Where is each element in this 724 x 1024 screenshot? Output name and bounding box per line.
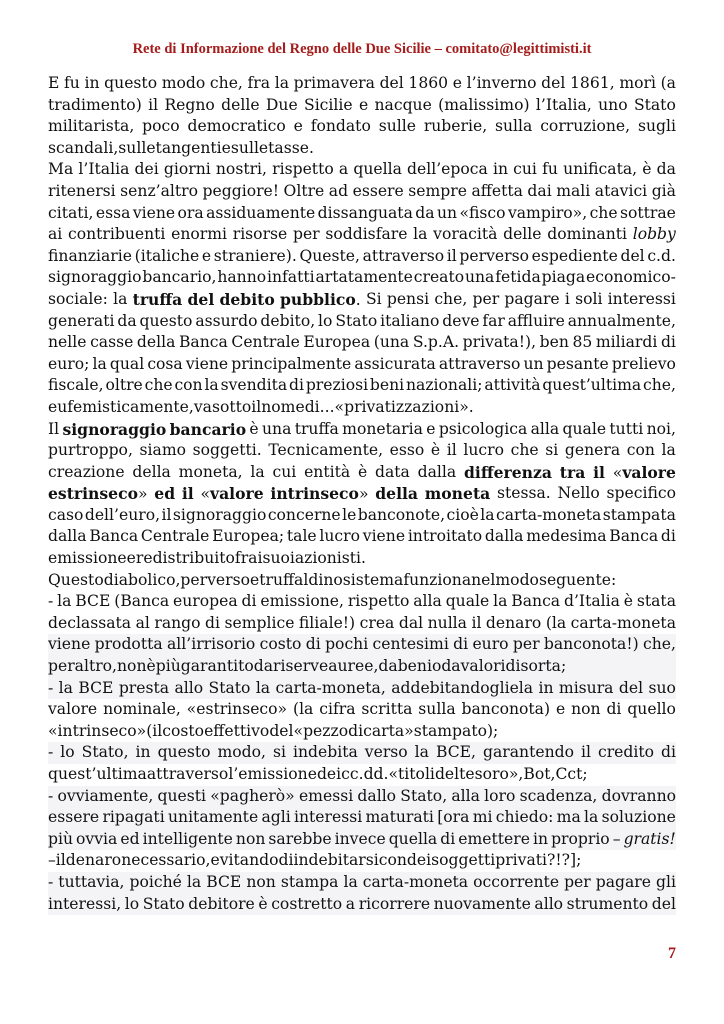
text-line: più ovvia ed intelligente non sarebbe invece quella di emettere in proprio – gratis! <box>48 829 676 851</box>
text-line: declassata al rango di semplice filiale!) crea dal nulla il denaro (la carta-moneta <box>48 613 676 632</box>
text-line: creazione della moneta, la cui entità è data dalla differenza tra il «valore <box>48 462 676 482</box>
text-line: fiscale, oltre che con la svendita di preziosi beni nazionali; attività quest’ultima che, <box>48 376 676 395</box>
text-line: ai contribuenti enormi risorse per soddisfare la voracità delle dominanti lobby <box>48 225 676 244</box>
text-line: Ma l’Italia dei giorni nostri, rispetto a quella dell’epoca in cui fu unificata, è da <box>48 160 676 179</box>
text-line: Questo diabolico, perverso e truffaldino sistema funziona nel modo seguente: <box>48 570 617 589</box>
text-line: finanziarie (italiche e straniere). Queste, attraverso il perverso espediente del c.d. <box>48 246 676 265</box>
text-line: essere ripagati unitamente agli interessi maturati [ora mi chiedo: ma la soluzione <box>48 807 676 829</box>
document-body <box>48 73 676 915</box>
text-line: militarista, poco democratico e fondato sulle ruberie, sulla corruzione, sugli <box>48 117 676 136</box>
text-line: - tuttavia, poiché la BCE non stampa la carta-moneta occorrente per pagare gli <box>48 872 676 894</box>
text-line: tradimento) il Regno delle Due Sicilie e nacque (malissimo) l’Italia, uno Stato <box>48 95 676 114</box>
page-number: 7 <box>668 945 676 962</box>
text-line: caso dell’euro, il signoraggio concerne le banconote, cioè la carta-moneta stampata <box>48 505 676 524</box>
text-line: emissione e redistribuito fra i suoi azionisti. <box>48 549 367 568</box>
text-line: «intrinseco» (il costo effettivo del «pezzo di carta» stampato); <box>48 721 499 740</box>
text-line: dalla Banca Centrale Europea; tale lucro viene introitato dalla medesima Banca di <box>48 527 676 546</box>
text-line: viene prodotta all’irrisorio costo di pochi centesimi di euro per banconota!) che, <box>48 634 676 656</box>
text-line: E fu in questo modo che, fra la primavera del 1860 e l’inverno del 1861, morì (a <box>48 74 676 92</box>
text-line: quest’ultima attraverso l’emissione dei cc.dd. «titoli del tesoro», Bot, Cct; <box>48 765 588 783</box>
text-line: eufemisticamente, va sotto il nome di... «privatizzazioni». <box>48 397 474 416</box>
text-line: valore nominale, «estrinseco» (la cifra scritta sulla banconota) e non di quello <box>48 700 676 719</box>
text-line: generati da questo assurdo debito, lo Stato italiano deve far affluire annualmente, <box>48 311 676 330</box>
text-line: signoraggio bancario, hanno infatti artatamente creato una fetida piaga economico- <box>48 268 676 287</box>
text-line: scandali, sulle tangenti e sulle tasse. <box>48 138 314 157</box>
text-line: euro; la qual cosa viene principalmente assicurata attraverso un pesante prelievo <box>48 354 676 373</box>
text-line: interessi, lo Stato debitore è costretto a ricorrere nuovamente allo strumento del <box>48 894 676 916</box>
text-line: - lo Stato, in questo modo, si indebita verso la BCE, garantendo il credito di <box>48 742 676 764</box>
text-line: Il signoraggio bancario è una truffa monetaria e psicologica alla quale tutti noi, <box>48 419 676 439</box>
text-line: citati, essa viene ora assiduamente dissanguata da un «fisco vampiro», che sottrae <box>48 203 676 222</box>
text-line: sociale: la truffa del debito pubblico. Si pensi che, per pagare i soli interessi <box>48 289 676 309</box>
text-line: ritenersi senz’altro peggiore! Oltre ad essere sempre affetta dai mali atavici già <box>48 181 676 200</box>
text-line: purtroppo, siamo soggetti. Tecnicamente, esso è il lucro che si genera con la <box>48 441 676 460</box>
text-line: - ovviamente, questi «pagherò» emessi dallo Stato, alla loro scadenza, dovranno <box>48 786 676 808</box>
text-line: – il denaro necessario, evitando di indebitarsi con dei soggetti privati?!?]; <box>48 851 582 870</box>
text-line: - la BCE presta allo Stato la carta-moneta, addebitandogliela in misura del suo <box>48 678 676 700</box>
text-line: estrinseco» ed il «valore intrinseco» della moneta stessa. Nello specifico <box>48 484 676 504</box>
text-line: - la BCE (Banca europea di emissione, rispetto alla quale la Banca d’Italia è stata <box>48 592 676 611</box>
text-line: nelle casse della Banca Centrale Europea (una S.p.A. privata!), ben 85 miliardi di <box>48 333 676 352</box>
text-line: peraltro, non è più garantito da riserve auree, da beni o da valori di sorta; <box>48 656 676 678</box>
running-header: Rete di Informazione del Regno delle Due Sicilie – comitato@legittimisti.it <box>132 41 592 57</box>
